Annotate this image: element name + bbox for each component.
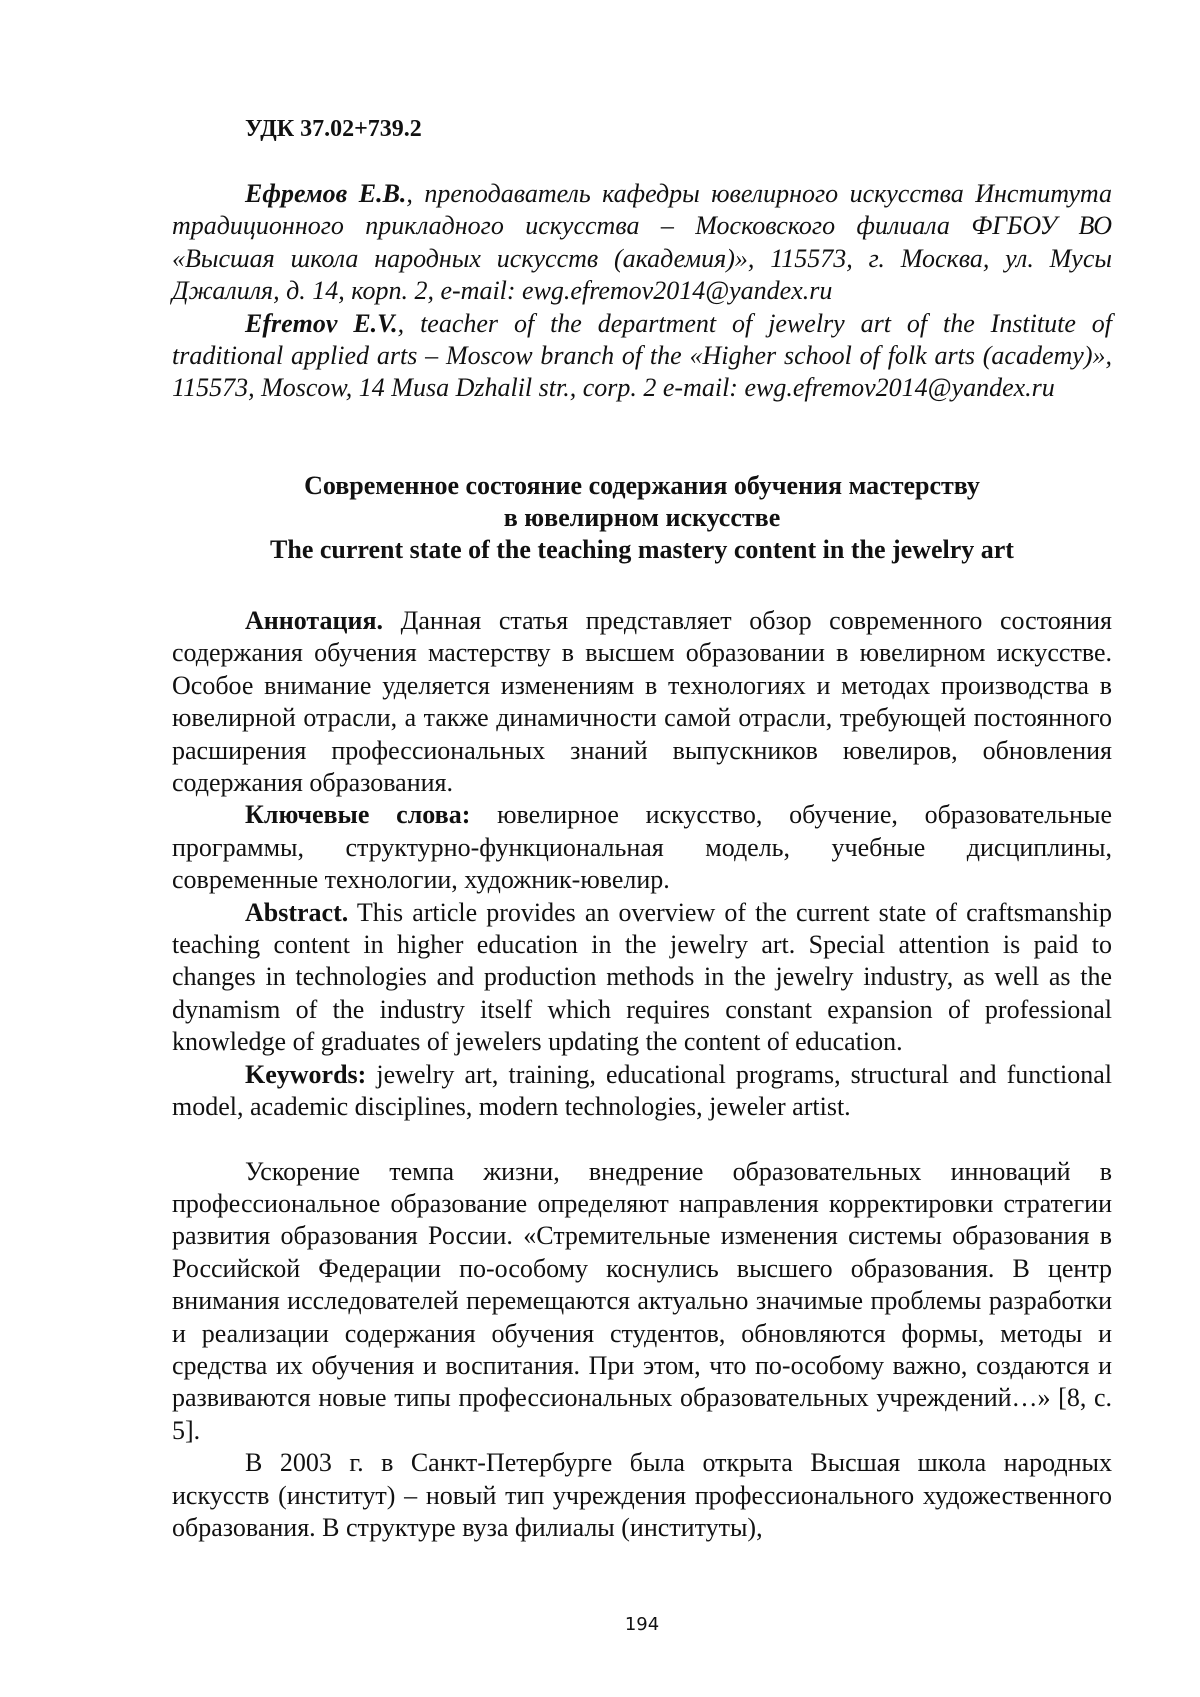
abstract-label: Abstract. [245,897,349,927]
author-affiliation-en: , teacher of the department of jewelry art of the Institute of traditional applied arts – Moscow branch of the «Higher school of folk arts (academy)», 115573, Moscow, 14 Musa Dzhalil str., corp. 2 e-mail: ewg.efremov2014@yandex.ru [172,308,1112,403]
author-affiliation-ru: , преподаватель кафедры ювелирного искусства Института традиционного прикладного искусства – Московского филиала ФГБОУ ВО «Высшая школа народных искусств (академия)», 115573, г. Москва, ул. Мусы Джалиля, д. 14, корп. 2, e-mail: ewg.efremov2014@yandex.ru [172,179,1112,306]
annotation [172,605,1112,799]
author-name-en: Efremov E.V. [245,308,398,338]
page-number: 194 [624,1614,660,1635]
annotation-label: Аннотация. [245,606,384,635]
article-title [172,470,1112,566]
keywords-ru [172,799,1112,896]
author-block [172,178,1112,405]
body-paragraph-1: Ускорение темпа жизни, внедрение образовательных инноваций в профессиональное образование определяют направления корректировки стратегии развития образования России. «Стремительные изменения системы образования в Российской Федерации по-особому коснулись высшего образования. В центр внимания исследователей перемещаются актуально значимые проблемы разработки и реализации содержания обучения студентов, обновляются формы, методы и средства их обучения и воспитания. При этом, что по-особому важно, создаются и развиваются новые типы профессиональных образовательных учреждений…» [8, с. 5]. [172,1156,1112,1445]
title-ru-line2: в ювелирном искусстве [503,503,781,532]
annotation-text: Данная статья представляет обзор современного состояния содержания обучения мастерству в высшем образовании в ювелирном искусстве. Особое внимание уделяется изменениям в технологиях и методах производства в ювелирной отрасли, а также динамичности самой отрасли, требующей постоянного расширения профессиональных знаний выпускников ювелиров, обновления содержания образования. [172,606,1112,798]
udk-code: УДК 37.02+739.2 [245,116,422,142]
body-paragraph-2: В 2003 г. в Санкт-Петербурге была открыта Высшая школа народных искусств (институт) – новый тип учреждения профессионального художественного образования. В структуре вуза филиалы (институты), [172,1448,1112,1542]
abstract [172,897,1112,1059]
keywords-en [172,1059,1112,1124]
author-info-ru [172,178,1112,308]
keywords-ru-text: ювелирное искусство, обучение, образовательные программы, структурно-функциональная модель, учебные дисциплины, современные технологии, художник-ювелир. [172,800,1112,895]
paper-page [172,0,1112,1697]
title-ru-line1: Современное состояние содержания обучения мастерству [304,471,980,500]
author-info-en [172,308,1112,405]
author-name-ru: Ефремов Е.В. [245,179,407,208]
section-gap [172,1124,1112,1156]
title-en: The current state of the teaching mastery content in the jewelry art [270,535,1014,564]
keywords-en-label: Keywords: [245,1059,367,1089]
keywords-ru-label: Ключевые слова: [245,800,471,830]
article-body [172,605,1112,1544]
keywords-en-text: jewelry art, training, educational programs, structural and functional model, academic disciplines, modern technologies, jeweler artist. [172,1059,1112,1122]
abstract-text: This article provides an overview of the current state of craftsmanship teaching content in higher education in the jewelry art. Special attention is paid to changes in technologies and production methods in the jewelry industry, as well as the dynamism of the industry itself which requires constant expansion of professional knowledge of graduates of jewelers updating the content of education. [172,897,1112,1057]
